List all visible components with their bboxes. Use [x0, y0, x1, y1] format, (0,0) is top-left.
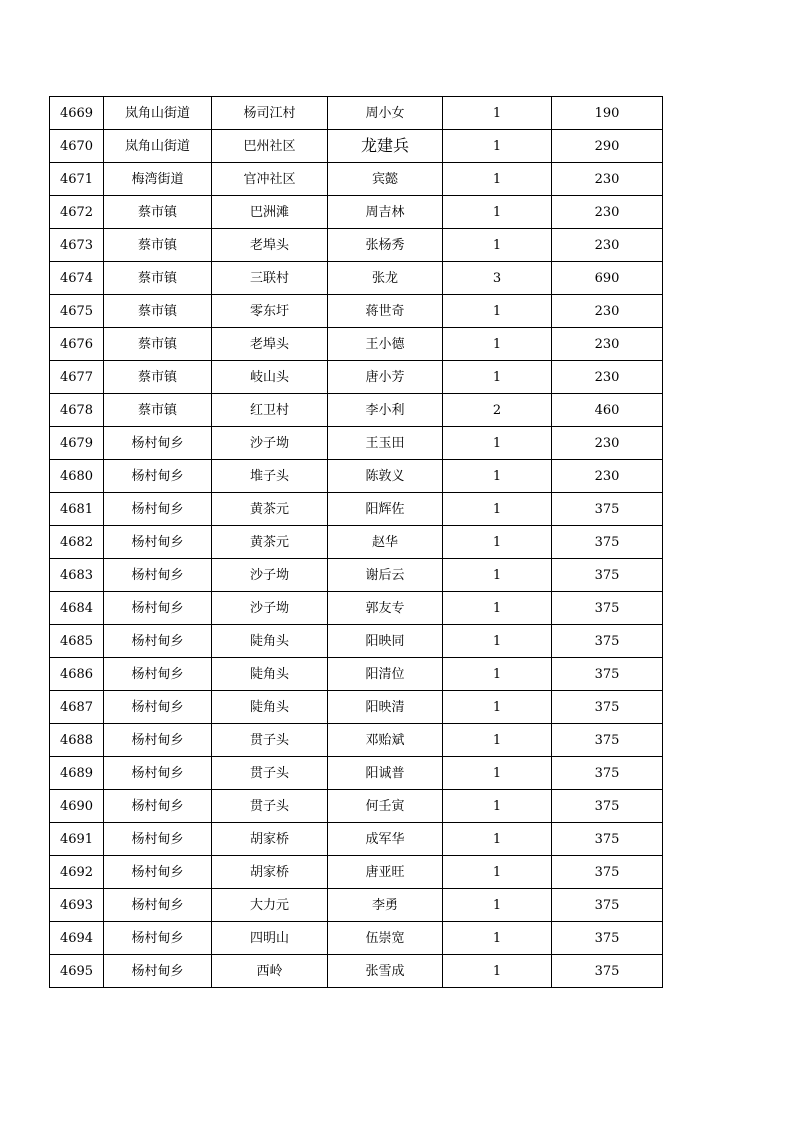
row-number-cell: 4677 — [50, 361, 104, 394]
count-cell: 1 — [443, 130, 552, 163]
amount-cell: 375 — [552, 790, 663, 823]
name-cell: 张龙 — [328, 262, 443, 295]
street-cell: 蔡市镇 — [104, 361, 212, 394]
name-cell: 阳清位 — [328, 658, 443, 691]
name-cell: 何壬寅 — [328, 790, 443, 823]
amount-cell: 375 — [552, 889, 663, 922]
street-cell: 杨村甸乡 — [104, 757, 212, 790]
count-cell: 1 — [443, 658, 552, 691]
village-cell: 胡家桥 — [212, 856, 328, 889]
row-number-cell: 4671 — [50, 163, 104, 196]
street-cell: 杨村甸乡 — [104, 790, 212, 823]
name-cell: 成军华 — [328, 823, 443, 856]
table-row — [50, 394, 663, 427]
count-cell: 1 — [443, 559, 552, 592]
name-cell: 王小德 — [328, 328, 443, 361]
row-number-cell: 4676 — [50, 328, 104, 361]
row-number-cell: 4683 — [50, 559, 104, 592]
amount-cell: 375 — [552, 922, 663, 955]
name-cell: 李勇 — [328, 889, 443, 922]
village-cell: 巴州社区 — [212, 130, 328, 163]
row-number-cell: 4689 — [50, 757, 104, 790]
name-cell: 伍崇宽 — [328, 922, 443, 955]
amount-cell: 190 — [552, 97, 663, 130]
row-number-cell: 4679 — [50, 427, 104, 460]
table-row — [50, 163, 663, 196]
name-cell: 阳诚普 — [328, 757, 443, 790]
amount-cell: 230 — [552, 427, 663, 460]
street-cell: 杨村甸乡 — [104, 955, 212, 988]
row-number-cell: 4694 — [50, 922, 104, 955]
street-cell: 杨村甸乡 — [104, 691, 212, 724]
count-cell: 1 — [443, 790, 552, 823]
table-row — [50, 559, 663, 592]
row-number-cell: 4678 — [50, 394, 104, 427]
table-row — [50, 493, 663, 526]
row-number-cell: 4685 — [50, 625, 104, 658]
street-cell: 杨村甸乡 — [104, 559, 212, 592]
row-number-cell: 4687 — [50, 691, 104, 724]
village-cell: 陡角头 — [212, 691, 328, 724]
table-row — [50, 229, 663, 262]
row-number-cell: 4670 — [50, 130, 104, 163]
name-cell: 阳映同 — [328, 625, 443, 658]
row-number-cell: 4682 — [50, 526, 104, 559]
name-cell: 唐小芳 — [328, 361, 443, 394]
row-number-cell: 4686 — [50, 658, 104, 691]
street-cell: 杨村甸乡 — [104, 823, 212, 856]
village-cell: 老埠头 — [212, 229, 328, 262]
amount-cell: 230 — [552, 229, 663, 262]
table-row — [50, 691, 663, 724]
table-row — [50, 262, 663, 295]
street-cell: 杨村甸乡 — [104, 922, 212, 955]
street-cell: 杨村甸乡 — [104, 460, 212, 493]
row-number-cell: 4672 — [50, 196, 104, 229]
row-number-cell: 4681 — [50, 493, 104, 526]
amount-cell: 375 — [552, 691, 663, 724]
street-cell: 杨村甸乡 — [104, 625, 212, 658]
count-cell: 1 — [443, 526, 552, 559]
count-cell: 1 — [443, 856, 552, 889]
street-cell: 蔡市镇 — [104, 394, 212, 427]
count-cell: 1 — [443, 493, 552, 526]
amount-cell: 230 — [552, 460, 663, 493]
table-row — [50, 328, 663, 361]
village-cell: 沙子坳 — [212, 427, 328, 460]
table-row — [50, 889, 663, 922]
village-cell: 零东圩 — [212, 295, 328, 328]
amount-cell: 290 — [552, 130, 663, 163]
table-row — [50, 460, 663, 493]
row-number-cell: 4690 — [50, 790, 104, 823]
count-cell: 1 — [443, 163, 552, 196]
village-cell: 西岭 — [212, 955, 328, 988]
amount-cell: 375 — [552, 757, 663, 790]
count-cell: 1 — [443, 922, 552, 955]
amount-cell: 230 — [552, 295, 663, 328]
name-cell: 王玉田 — [328, 427, 443, 460]
count-cell: 1 — [443, 229, 552, 262]
street-cell: 杨村甸乡 — [104, 427, 212, 460]
name-cell: 唐亚旺 — [328, 856, 443, 889]
row-number-cell: 4692 — [50, 856, 104, 889]
count-cell: 3 — [443, 262, 552, 295]
name-cell: 张雪成 — [328, 955, 443, 988]
street-cell: 杨村甸乡 — [104, 493, 212, 526]
street-cell: 杨村甸乡 — [104, 658, 212, 691]
street-cell: 蔡市镇 — [104, 262, 212, 295]
village-cell: 贯子头 — [212, 757, 328, 790]
street-cell: 蔡市镇 — [104, 229, 212, 262]
count-cell: 1 — [443, 196, 552, 229]
street-cell: 杨村甸乡 — [104, 889, 212, 922]
village-cell: 三联村 — [212, 262, 328, 295]
village-cell: 贯子头 — [212, 724, 328, 757]
table-row — [50, 922, 663, 955]
row-number-cell: 4680 — [50, 460, 104, 493]
street-cell: 杨村甸乡 — [104, 592, 212, 625]
street-cell: 杨村甸乡 — [104, 724, 212, 757]
table-row — [50, 97, 663, 130]
village-cell: 堆子头 — [212, 460, 328, 493]
table-row — [50, 196, 663, 229]
count-cell: 1 — [443, 460, 552, 493]
table-row — [50, 295, 663, 328]
name-cell: 邓贻斌 — [328, 724, 443, 757]
amount-cell: 375 — [552, 625, 663, 658]
table-row — [50, 790, 663, 823]
street-cell: 岚角山街道 — [104, 130, 212, 163]
amount-cell: 375 — [552, 856, 663, 889]
table-row — [50, 955, 663, 988]
amount-cell: 230 — [552, 361, 663, 394]
table-row — [50, 427, 663, 460]
table-row — [50, 724, 663, 757]
amount-cell: 690 — [552, 262, 663, 295]
village-cell: 官冲社区 — [212, 163, 328, 196]
count-cell: 1 — [443, 757, 552, 790]
count-cell: 1 — [443, 625, 552, 658]
table-row — [50, 625, 663, 658]
count-cell: 1 — [443, 592, 552, 625]
name-cell: 赵华 — [328, 526, 443, 559]
village-cell: 沙子坳 — [212, 592, 328, 625]
street-cell: 杨村甸乡 — [104, 856, 212, 889]
table-body — [50, 97, 663, 988]
count-cell: 1 — [443, 724, 552, 757]
village-cell: 老埠头 — [212, 328, 328, 361]
row-number-cell: 4669 — [50, 97, 104, 130]
count-cell: 1 — [443, 97, 552, 130]
count-cell: 2 — [443, 394, 552, 427]
row-number-cell: 4688 — [50, 724, 104, 757]
amount-cell: 230 — [552, 163, 663, 196]
street-cell: 岚角山街道 — [104, 97, 212, 130]
village-cell: 陡角头 — [212, 625, 328, 658]
amount-cell: 375 — [552, 724, 663, 757]
count-cell: 1 — [443, 691, 552, 724]
table-row — [50, 658, 663, 691]
village-cell: 四明山 — [212, 922, 328, 955]
table-row — [50, 856, 663, 889]
name-cell: 郭友专 — [328, 592, 443, 625]
count-cell: 1 — [443, 955, 552, 988]
row-number-cell: 4675 — [50, 295, 104, 328]
amount-cell: 375 — [552, 592, 663, 625]
table-row — [50, 130, 663, 163]
count-cell: 1 — [443, 889, 552, 922]
village-cell: 岐山头 — [212, 361, 328, 394]
count-cell: 1 — [443, 295, 552, 328]
village-cell: 巴洲滩 — [212, 196, 328, 229]
name-cell: 李小利 — [328, 394, 443, 427]
amount-cell: 230 — [552, 196, 663, 229]
name-cell: 阳映清 — [328, 691, 443, 724]
table-row — [50, 823, 663, 856]
row-number-cell: 4691 — [50, 823, 104, 856]
table-row — [50, 757, 663, 790]
table-row — [50, 592, 663, 625]
count-cell: 1 — [443, 427, 552, 460]
name-cell: 周小女 — [328, 97, 443, 130]
amount-cell: 375 — [552, 955, 663, 988]
name-cell: 陈敦义 — [328, 460, 443, 493]
street-cell: 蔡市镇 — [104, 328, 212, 361]
village-cell: 贯子头 — [212, 790, 328, 823]
data-table — [49, 96, 663, 988]
village-cell: 胡家桥 — [212, 823, 328, 856]
village-cell: 大力元 — [212, 889, 328, 922]
name-cell: 龙建兵 — [328, 130, 443, 163]
amount-cell: 460 — [552, 394, 663, 427]
street-cell: 杨村甸乡 — [104, 526, 212, 559]
amount-cell: 375 — [552, 658, 663, 691]
amount-cell: 375 — [552, 559, 663, 592]
count-cell: 1 — [443, 823, 552, 856]
amount-cell: 375 — [552, 823, 663, 856]
village-cell: 黄茶元 — [212, 493, 328, 526]
name-cell: 蒋世奇 — [328, 295, 443, 328]
row-number-cell: 4693 — [50, 889, 104, 922]
name-cell: 张杨秀 — [328, 229, 443, 262]
name-cell: 谢后云 — [328, 559, 443, 592]
amount-cell: 375 — [552, 526, 663, 559]
amount-cell: 375 — [552, 493, 663, 526]
name-cell: 阳辉佐 — [328, 493, 443, 526]
village-cell: 黄茶元 — [212, 526, 328, 559]
village-cell: 沙子坳 — [212, 559, 328, 592]
row-number-cell: 4695 — [50, 955, 104, 988]
village-cell: 陡角头 — [212, 658, 328, 691]
name-cell: 周吉林 — [328, 196, 443, 229]
count-cell: 1 — [443, 328, 552, 361]
count-cell: 1 — [443, 361, 552, 394]
village-cell: 杨司江村 — [212, 97, 328, 130]
row-number-cell: 4684 — [50, 592, 104, 625]
amount-cell: 230 — [552, 328, 663, 361]
table-row — [50, 526, 663, 559]
street-cell: 蔡市镇 — [104, 196, 212, 229]
name-cell: 宾懿 — [328, 163, 443, 196]
table-row — [50, 361, 663, 394]
row-number-cell: 4674 — [50, 262, 104, 295]
village-cell: 红卫村 — [212, 394, 328, 427]
street-cell: 蔡市镇 — [104, 295, 212, 328]
street-cell: 梅湾街道 — [104, 163, 212, 196]
row-number-cell: 4673 — [50, 229, 104, 262]
